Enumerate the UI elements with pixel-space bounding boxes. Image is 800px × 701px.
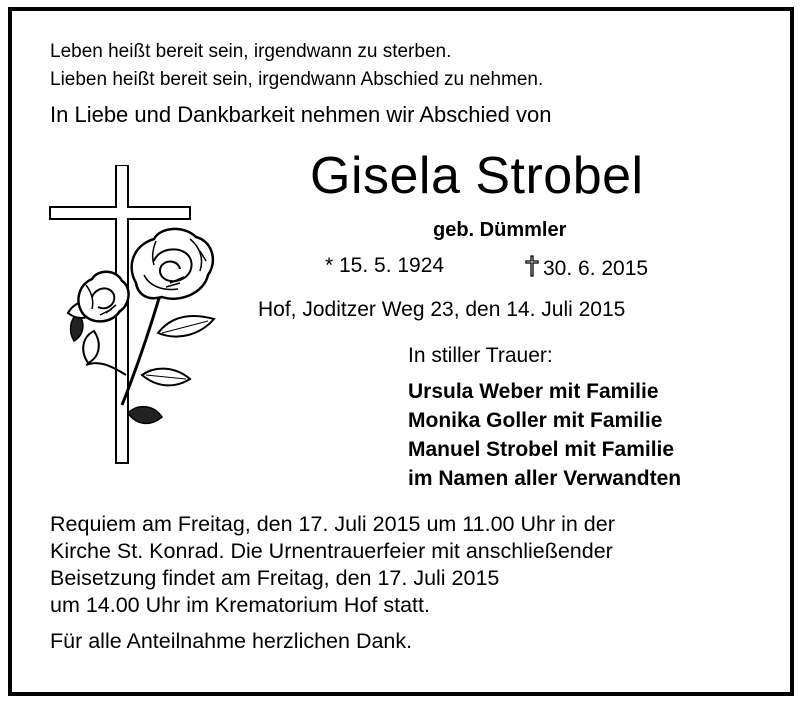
- intro-line-3: In Liebe und Dankbarkeit nehmen wir Abschied von: [50, 102, 552, 127]
- mourner-1: Ursula Weber mit Familie: [408, 380, 659, 403]
- intro-line-2: Lieben heißt bereit sein, irgendwann Abschied zu nehmen.: [50, 69, 544, 90]
- mourner-4: im Namen aller Verwandten: [408, 467, 682, 490]
- place-date: Hof, Joditzer Weg 23, den 14. Juli 2015: [258, 298, 626, 321]
- intro-line-1: Leben heißt bereit sein, irgendwann zu sterben.: [50, 41, 452, 62]
- thanks-line: Für alle Anteilnahme herzlichen Dank.: [50, 629, 413, 653]
- service-line-3: Beisetzung findet am Freitag, den 17. Juli 2015: [50, 566, 500, 590]
- mourner-3: Manuel Strobel mit Familie: [408, 438, 675, 461]
- death-date-line: [525, 255, 648, 281]
- latin-cross-icon: [525, 255, 539, 281]
- service-line-1: Requiem am Freitag, den 17. Juli 2015 um 11.00 Uhr in der: [50, 512, 615, 536]
- death-date: 30. 6. 2015: [543, 257, 649, 280]
- deceased-name: Gisela Strobel: [310, 147, 644, 205]
- mourning-heading: In stiller Trauer:: [408, 344, 553, 367]
- birth-name: geb. Dümmler: [433, 219, 567, 241]
- cross-with-rose-icon: [40, 165, 240, 475]
- mourner-2: Monika Goller mit Familie: [408, 409, 663, 432]
- birth-date: * 15. 5. 1924: [325, 254, 445, 277]
- service-line-2: Kirche St. Konrad. Die Urnentrauerfeier mit anschließender: [50, 539, 613, 563]
- service-line-4: um 14.00 Uhr im Krematorium Hof statt.: [50, 593, 430, 617]
